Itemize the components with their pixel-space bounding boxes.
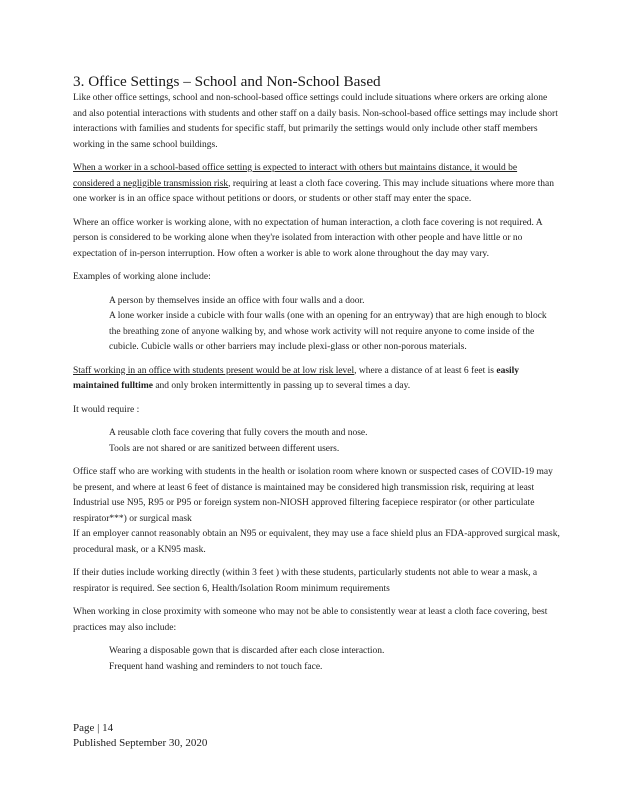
list-item	[73, 426, 560, 442]
paragraph-face-shield: If an employer cannot reasonably obtain an N95 or equivalent, they may use a face shield plus an FDA-approved surgical mask, procedural mask, or a KN95 mask.	[73, 529, 560, 555]
underlined-text: Staff working in an office with students present would be at low risk level	[73, 365, 355, 376]
page-content	[73, 72, 560, 675]
list-item-text: Wearing a disposable gown that is discarded after each close interaction.	[109, 646, 385, 656]
paragraph-text: and only broken intermittently in passing up to several times a day.	[152, 381, 411, 391]
paragraph-direct-work: If their duties include working directly (within 3 feet ) with these students, particularly students not able to wear a mask, a respirator is required. See section 6, Health/Isolation Room minimum requirements	[73, 568, 538, 594]
paragraph-intro: Like other office settings, school and non-school-based office settings could include situations where orkers are orking alone and also potential interactions with students and other staff on a daily basis. Non-school-based office settings may include short interactions with families and students for specific staff, but primarily the settings would only include other staff members working in the same school buildings.	[73, 93, 558, 150]
list-item-text: Frequent hand washing and reminders to not touch face.	[109, 661, 323, 672]
paragraph-best-practices: When working in close proximity with someone who may not be able to consistently wear at least a cloth face covering, best practices may also include:	[73, 607, 548, 633]
underlined-text: When a worker in a school-based office setting is expected to interact with others but maintains distance, it would be considered a negligible transmission risk	[73, 163, 518, 189]
page-number: Page | 14	[73, 722, 114, 734]
list-item	[73, 660, 560, 676]
list-item-text: Tools are not shared or are sanitized between different users.	[109, 443, 340, 454]
list-item	[73, 644, 560, 660]
list-item-text: A person by themselves inside an office with four walls and a door.	[109, 295, 365, 306]
published-date: Published September 30, 2020	[73, 737, 208, 749]
bold-text: easily maintained fulltime	[73, 365, 520, 391]
paragraph-text: , where a distance of at least 6 feet is	[354, 365, 497, 376]
section-heading: 3. Office Settings – School and Non-School Based	[73, 73, 381, 90]
list-item-text: A lone worker inside a cubicle with four walls (one with an opening for an entryway) that are high enough to block the breathing zone of anyone walking by, and whose work activity will not require anyone to come inside of the cubicle. Cubicle walls or other barriers may include plexi-glass or other non-porous materials.	[109, 311, 547, 352]
bullet-list-working-alone	[73, 294, 560, 356]
list-item	[73, 442, 560, 458]
list-item	[73, 309, 560, 356]
bullet-list-requirements	[73, 426, 560, 457]
bullet-list-best-practices	[73, 644, 560, 675]
paragraph-low-risk	[73, 364, 560, 395]
paragraph-requirements-intro: It would require :	[73, 404, 140, 415]
list-item	[73, 294, 560, 310]
paragraph-text: , requiring at least a cloth face covering. This may include situations where more than one worker is in an office space without petitions or doors, or students or other staff may enter the space.	[73, 178, 555, 204]
list-item-text: A reusable cloth face covering that fully covers the mouth and nose.	[109, 428, 368, 438]
paragraph-working-alone: Where an office worker is working alone, with no expectation of human interaction, a cloth face covering is not required. A person is considered to be working alone when they're isolated from interaction with other people and have little or no expectation of in-person interruption. How often a worker is able to work alone throughout the day may vary.	[73, 217, 543, 259]
paragraph-examples-intro: Examples of working alone include:	[73, 272, 211, 282]
page-footer	[73, 721, 207, 751]
paragraph-negligible-risk	[73, 161, 560, 208]
paragraph-health-room: Office staff who are working with students in the health or isolation room where known or suspected cases of COVID-19 may be present, and where at least 6 feet of distance is maintained may be considered high transmission risk, requiring at least Industrial use N95, R95 or P95 or foreign system non-NIOSH approved filtering facepiece respirator (or other particulate respirator***) or surgical mask	[73, 467, 553, 524]
